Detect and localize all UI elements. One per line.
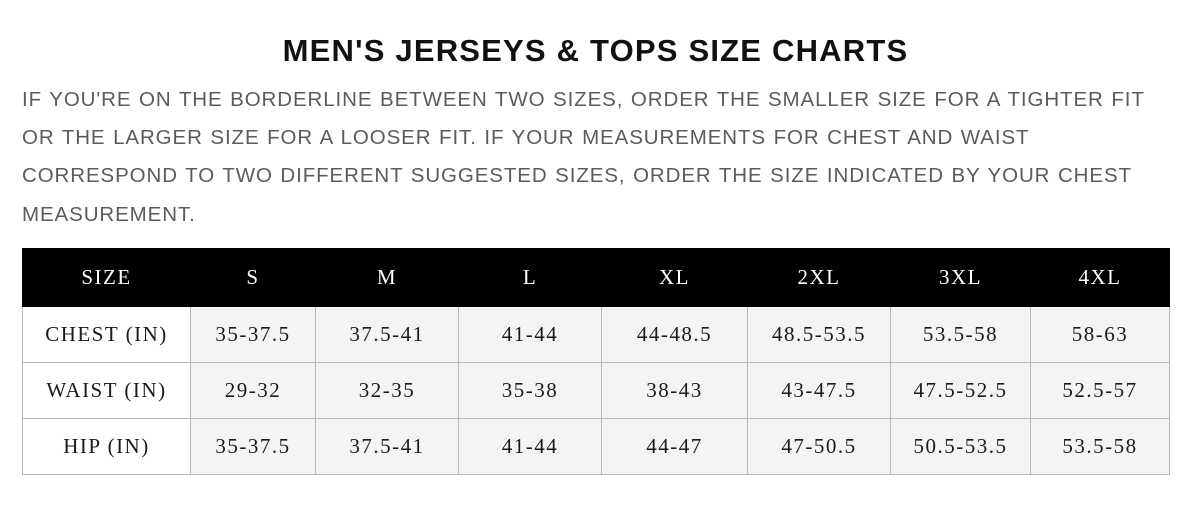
size-chart-table-wrap bbox=[0, 234, 1191, 475]
cell-waist-m: 32-35 bbox=[316, 362, 459, 418]
row-label-waist: WAIST (IN) bbox=[23, 362, 191, 418]
cell-hip-3xl: 50.5-53.5 bbox=[891, 418, 1031, 474]
row-label-chest: CHEST (IN) bbox=[23, 306, 191, 362]
cell-chest-l: 41-44 bbox=[459, 306, 602, 362]
cell-hip-xl: 44-47 bbox=[602, 418, 748, 474]
column-header-xl: XL bbox=[602, 248, 748, 306]
column-header-s: S bbox=[191, 248, 316, 306]
column-header-3xl: 3XL bbox=[891, 248, 1031, 306]
cell-chest-4xl: 58-63 bbox=[1031, 306, 1170, 362]
cell-chest-xl: 44-48.5 bbox=[602, 306, 748, 362]
column-header-size: SIZE bbox=[23, 248, 191, 306]
column-header-4xl: 4XL bbox=[1031, 248, 1170, 306]
cell-hip-2xl: 47-50.5 bbox=[748, 418, 891, 474]
cell-hip-4xl: 53.5-58 bbox=[1031, 418, 1170, 474]
column-header-2xl: 2XL bbox=[748, 248, 891, 306]
column-header-l: L bbox=[459, 248, 602, 306]
cell-waist-3xl: 47.5-52.5 bbox=[891, 362, 1031, 418]
page-title: MEN'S JERSEYS & TOPS SIZE CHARTS bbox=[282, 33, 909, 68]
cell-chest-m: 37.5-41 bbox=[316, 306, 459, 362]
table-row bbox=[23, 418, 1170, 474]
cell-waist-l: 35-38 bbox=[459, 362, 602, 418]
table-row bbox=[23, 362, 1170, 418]
cell-waist-2xl: 43-47.5 bbox=[748, 362, 891, 418]
cell-chest-s: 35-37.5 bbox=[191, 306, 316, 362]
sizing-instructions: IF YOU'RE ON THE BORDERLINE BETWEEN TWO SIZES, ORDER THE SMALLER SIZE FOR A TIGHTER FIT OR THE LARGER SIZE FOR A LOOSER FIT. IF YOUR MEASUREMENTS FOR CHEST AND WAIST CORRESPOND TO TWO DIFFERENT SUGGESTED SIZES, ORDER THE SIZE INDICATED BY YOUR CHEST MEASUREMENT. bbox=[22, 88, 1145, 226]
column-header-m: M bbox=[316, 248, 459, 306]
table-header bbox=[23, 248, 1170, 306]
table-row bbox=[23, 306, 1170, 362]
row-label-hip: HIP (IN) bbox=[23, 418, 191, 474]
size-chart-table bbox=[22, 248, 1170, 475]
cell-hip-l: 41-44 bbox=[459, 418, 602, 474]
cell-hip-m: 37.5-41 bbox=[316, 418, 459, 474]
cell-waist-4xl: 52.5-57 bbox=[1031, 362, 1170, 418]
cell-waist-s: 29-32 bbox=[191, 362, 316, 418]
cell-hip-s: 35-37.5 bbox=[191, 418, 316, 474]
cell-waist-xl: 38-43 bbox=[602, 362, 748, 418]
cell-chest-3xl: 53.5-58 bbox=[891, 306, 1031, 362]
table-body bbox=[23, 306, 1170, 474]
table-header-row bbox=[23, 248, 1170, 306]
cell-chest-2xl: 48.5-53.5 bbox=[748, 306, 891, 362]
